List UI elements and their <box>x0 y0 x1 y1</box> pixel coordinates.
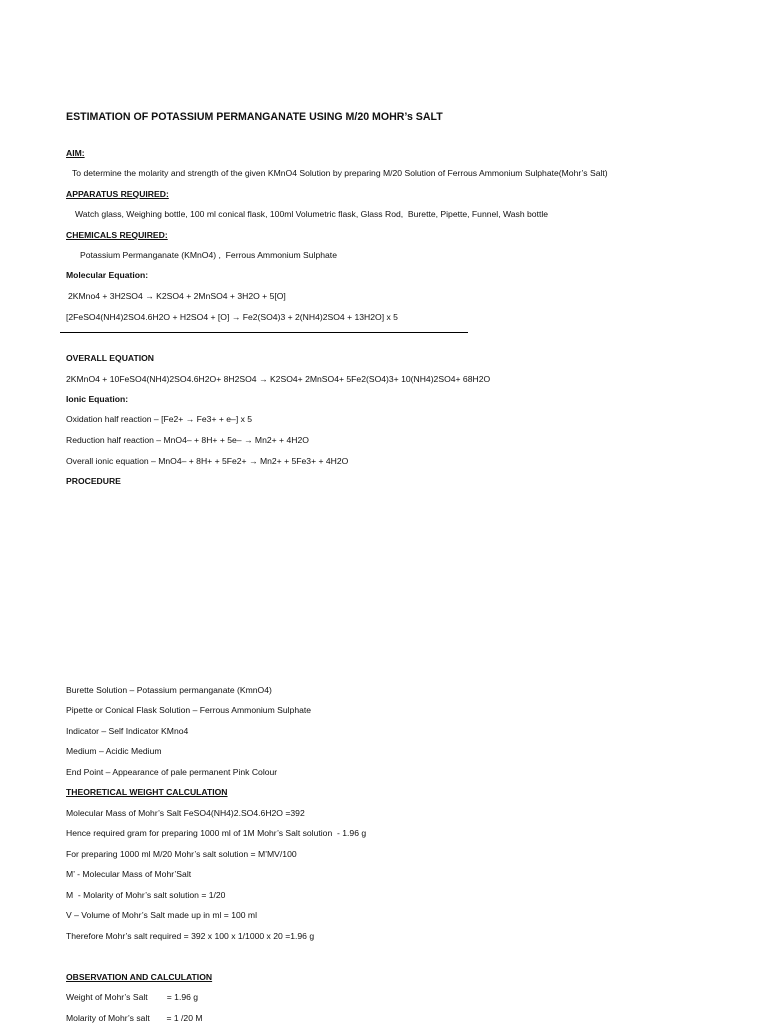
procedure-line: End Point – Appearance of pale permanent Pink Colour <box>66 767 278 777</box>
chemicals-heading: CHEMICALS REQUIRED: <box>66 230 168 240</box>
molecular-eq-2: [2FeSO4(NH4)2SO4.6H2O + H2SO4 + [O] → Fe2(SO4)3 + 2(NH4)2SO4 + 13H2O] x 5 <box>66 312 398 322</box>
theoretical-line: Hence required gram for preparing 1000 ml of 1M Mohr’s Salt solution - 1.96 g <box>66 828 367 838</box>
reduction-half-reaction: Reduction half reaction – MnO4– + 8H+ + 5e– → Mn2+ + 4H2O <box>66 435 309 445</box>
chemicals-text: Potassium Permanganate (KMnO4) , Ferrous Ammonium Sulphate <box>80 250 337 260</box>
section-divider <box>60 332 468 333</box>
molecular-eq-1: 2KMno4 + 3H2SO4 → K2SO4 + 2MnSO4 + 3H2O + 5[O] <box>68 291 286 301</box>
theoretical-heading: THEORETICAL WEIGHT CALCULATION <box>66 787 228 797</box>
procedure-heading: PROCEDURE <box>66 476 121 486</box>
overall-eq: 2KMnO4 + 10FeSO4(NH4)2SO4.6H2O+ 8H2SO4 → K2SO4+ 2MnSO4+ 5Fe2(SO4)3+ 10(NH4)2SO4+ 68H2O <box>66 374 491 384</box>
oxidation-half-reaction: Oxidation half reaction – [Fe2+ → Fe3+ + e–] x 5 <box>66 414 253 424</box>
ionic-heading: Ionic Equation: <box>66 394 129 404</box>
apparatus-text: Watch glass, Weighing bottle, 100 ml conical flask, 100ml Volumetric flask, Glass Rod, Burette, Pipette, Funnel, Wash bottle <box>75 209 549 219</box>
theoretical-line: M - Molarity of Mohr’s salt solution = 1/20 <box>66 890 226 900</box>
procedure-line: Pipette or Conical Flask Solution – Ferrous Ammonium Sulphate <box>66 705 312 715</box>
overall-heading: OVERALL EQUATION <box>66 353 155 363</box>
overall-ionic-equation: Overall ionic equation – MnO4– + 8H+ + 5Fe2+ → Mn2+ + 5Fe3+ + 4H2O <box>66 456 349 466</box>
apparatus-heading: APPARATUS REQUIRED: <box>66 189 169 199</box>
theoretical-line: V – Volume of Mohr’s Salt made up in ml = 100 ml <box>66 910 257 920</box>
theoretical-line: Molecular Mass of Mohr’s Salt FeSO4(NH4)2.SO4.6H2O =392 <box>66 808 305 818</box>
observation-heading: OBSERVATION AND CALCULATION <box>66 972 213 982</box>
observation-line: Molarity of Mohr’s salt = 1 /20 M <box>66 1013 203 1023</box>
observation-line: Weight of Mohr’s Salt = 1.96 g <box>66 992 199 1002</box>
procedure-line: Indicator – Self Indicator KMno4 <box>66 726 189 736</box>
molecular-heading: Molecular Equation: <box>66 270 149 280</box>
aim-text: To determine the molarity and strength of the given KMnO4 Solution by preparing M/20 Solution of Ferrous Ammonium Sulphate(Mohr’s Salt) <box>72 168 608 178</box>
procedure-line: Medium – Acidic Medium <box>66 746 162 756</box>
document-title: ESTIMATION OF POTASSIUM PERMANGANATE USING M/20 MOHR’s SALT <box>66 111 443 123</box>
theoretical-line: Therefore Mohr’s salt required = 392 x 100 x 1/1000 x 20 =1.96 g <box>66 931 315 941</box>
theoretical-line: M’ - Molecular Mass of Mohr’Salt <box>66 869 192 879</box>
procedure-line: Burette Solution – Potassium permanganate (KmnO4) <box>66 685 272 695</box>
theoretical-line: For preparing 1000 ml M/20 Mohr’s salt solution = M’MV/100 <box>66 849 297 859</box>
aim-heading: AIM: <box>66 148 85 158</box>
